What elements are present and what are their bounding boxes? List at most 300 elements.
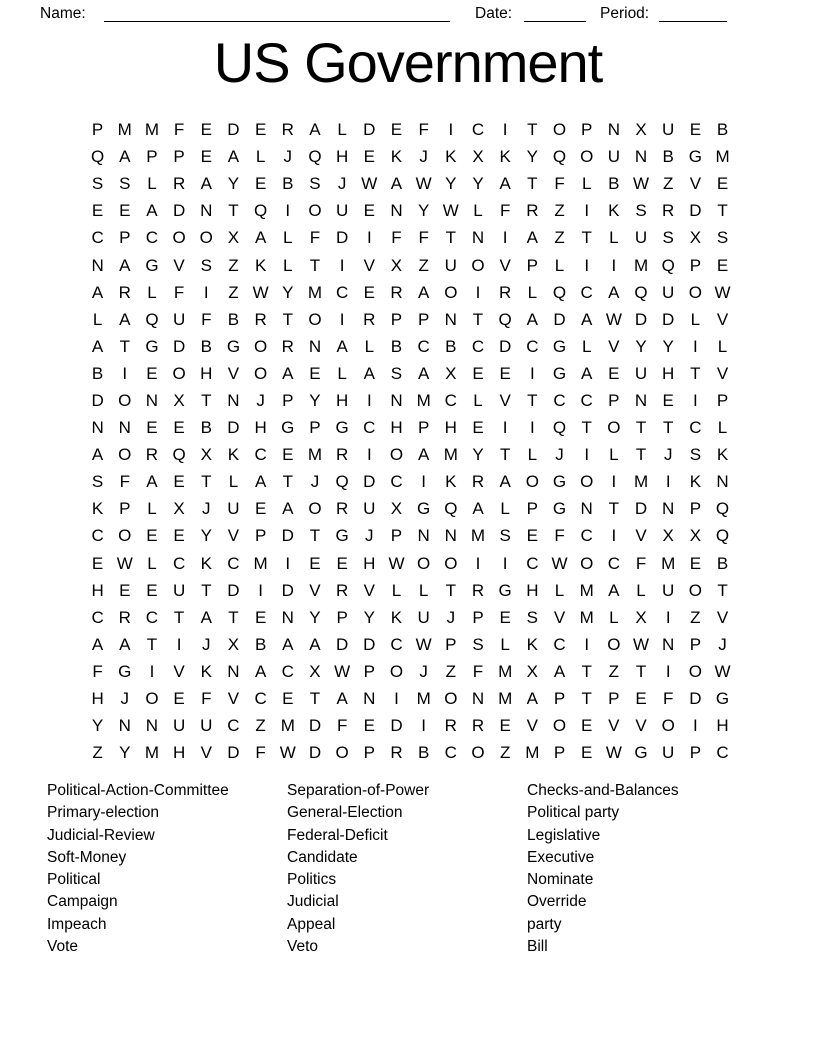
grid-cell: W	[361, 174, 378, 194]
grid-cell: C	[91, 228, 104, 248]
grid-cell: Y	[200, 526, 212, 546]
grid-cell: G	[118, 661, 132, 681]
grid-cell: W	[551, 553, 568, 573]
grid-cell: E	[173, 418, 185, 438]
grid-cell: Y	[227, 174, 240, 194]
grid-cell: R	[281, 120, 294, 140]
grid-cell: E	[309, 553, 321, 573]
grid-cell: P	[363, 661, 375, 681]
grid-cell: O	[118, 390, 132, 410]
grid-cell: L	[283, 255, 293, 275]
page-title: US Government	[213, 31, 603, 94]
grid-cell: S	[662, 228, 674, 248]
grid-cell: K	[200, 661, 212, 681]
word-list-item: Primary-election	[47, 804, 159, 822]
date-label: Date:	[475, 5, 513, 22]
grid-cell: T	[201, 580, 212, 600]
grid-cell: I	[584, 201, 590, 221]
grid-cell: K	[608, 201, 620, 221]
grid-cell: G	[552, 499, 567, 519]
grid-cell: T	[717, 201, 728, 221]
grid-cell: C	[553, 634, 566, 654]
grid-cell: A	[499, 174, 511, 194]
grid-cell: I	[258, 580, 263, 600]
grid-cell: C	[471, 336, 485, 356]
grid-cell: P	[173, 147, 185, 167]
grid-cell: R	[471, 580, 485, 600]
grid-cell: X	[635, 607, 647, 627]
grid-cell: J	[446, 607, 456, 627]
grid-cell: Z	[554, 228, 565, 248]
grid-cell: V	[499, 255, 511, 275]
grid-cell: I	[584, 255, 590, 275]
grid-cell: G	[715, 689, 730, 709]
grid-cell: K	[200, 553, 212, 573]
grid-cell: E	[173, 526, 185, 546]
grid-cell: R	[363, 309, 376, 329]
grid-cell: L	[147, 553, 157, 573]
grid-cell: L	[690, 309, 701, 329]
word-list-item: Federal-Deficit	[287, 826, 388, 844]
grid-cell: P	[689, 743, 702, 763]
grid-cell: K	[227, 445, 240, 465]
word-list-item: Vote	[47, 938, 79, 956]
grid-cell: P	[254, 526, 267, 546]
grid-cell: I	[611, 255, 617, 275]
grid-cell: Q	[145, 309, 159, 329]
grid-cell: P	[689, 634, 702, 654]
grid-cell: I	[502, 228, 508, 248]
grid-cell: D	[662, 309, 675, 329]
grid-cell: C	[390, 634, 403, 654]
grid-cell: A	[119, 255, 131, 275]
grid-cell: E	[254, 499, 267, 519]
grid-cell: N	[662, 499, 675, 519]
grid-cell: E	[173, 689, 185, 709]
grid-cell: I	[584, 634, 590, 654]
grid-cell: W	[442, 201, 459, 221]
grid-cell: F	[309, 228, 321, 248]
grid-cell: P	[472, 607, 484, 627]
grid-cell: T	[201, 390, 212, 410]
grid-cell: I	[665, 472, 671, 492]
grid-cell: O	[389, 445, 404, 465]
grid-cell: R	[118, 282, 131, 302]
grid-cell: V	[363, 580, 375, 600]
grid-cell: X	[173, 499, 185, 519]
grid-cell: M	[144, 743, 160, 763]
grid-cell: S	[635, 201, 647, 221]
grid-cell: T	[173, 607, 185, 627]
grid-cell: W	[633, 174, 650, 194]
grid-cell: E	[173, 472, 185, 492]
grid-cell: P	[581, 120, 593, 140]
grid-cell: Q	[715, 499, 730, 519]
grid-cell: A	[581, 363, 593, 383]
grid-cell: N	[91, 418, 104, 438]
grid-cell: X	[227, 634, 240, 654]
grid-cell: Y	[309, 607, 321, 627]
grid-cell: U	[607, 147, 620, 167]
grid-cell: Q	[90, 147, 105, 167]
grid-cell: C	[444, 743, 457, 763]
grid-cell: D	[308, 743, 322, 763]
grid-cell: E	[254, 607, 267, 627]
grid-cell: G	[417, 499, 431, 519]
grid-cell: V	[227, 689, 240, 709]
grid-cell: L	[636, 580, 646, 600]
grid-cell: P	[716, 390, 729, 410]
grid-cell: N	[444, 526, 457, 546]
grid-cell: T	[690, 363, 701, 383]
grid-cell: I	[611, 472, 617, 492]
grid-cell: F	[119, 472, 130, 492]
grid-cell: K	[689, 472, 702, 492]
grid-cell: W	[605, 743, 622, 763]
grid-cell: E	[363, 716, 375, 736]
grid-cell: F	[391, 228, 402, 248]
grid-cell: F	[173, 282, 185, 302]
grid-cell: T	[581, 689, 592, 709]
grid-cell: A	[254, 472, 267, 492]
grid-cell: M	[117, 120, 132, 140]
grid-cell: J	[202, 499, 211, 519]
name-blank-line	[104, 6, 450, 22]
word-list-item: Legislative	[527, 826, 601, 844]
grid-cell: E	[200, 120, 212, 140]
grid-cell: R	[145, 445, 159, 465]
grid-cell: A	[309, 634, 321, 654]
grid-cell: S	[472, 634, 484, 654]
grid-cell: A	[91, 282, 104, 302]
grid-cell: B	[282, 174, 294, 194]
grid-cell: K	[390, 147, 403, 167]
grid-cell: P	[119, 228, 131, 248]
word-list-item: Override	[527, 893, 587, 911]
grid-cell: S	[309, 174, 321, 194]
grid-cell: C	[580, 282, 593, 302]
grid-cell: L	[554, 255, 565, 275]
grid-cell: A	[336, 689, 348, 709]
grid-cell: H	[200, 363, 213, 383]
grid-cell: Q	[254, 201, 268, 221]
word-list-item: Impeach	[47, 915, 107, 933]
grid-cell: D	[499, 336, 512, 356]
grid-cell: U	[662, 580, 675, 600]
grid-cell: J	[337, 174, 347, 194]
word-list-item: Appeal	[287, 915, 336, 933]
grid-cell: F	[418, 120, 429, 140]
word-list-item: Political	[47, 871, 101, 889]
grid-cell: Y	[282, 282, 294, 302]
grid-cell: I	[529, 418, 535, 438]
grid-cell: C	[471, 120, 485, 140]
grid-cell: F	[554, 174, 565, 194]
grid-cell: Z	[499, 743, 511, 763]
word-list-item: Separation-of-Power	[287, 782, 430, 799]
word-list-item: Nominate	[527, 871, 594, 889]
grid-cell: H	[526, 580, 539, 600]
grid-cell: C	[281, 661, 294, 681]
grid-cell: Z	[418, 255, 429, 275]
grid-cell: A	[363, 363, 375, 383]
grid-cell: R	[526, 201, 539, 221]
grid-cell: A	[119, 147, 131, 167]
grid-cell: S	[499, 526, 511, 546]
grid-cell: R	[335, 580, 349, 600]
grid-cell: J	[365, 526, 374, 546]
word-list-item: Veto	[287, 938, 319, 956]
grid-cell: M	[307, 282, 323, 302]
grid-cell: N	[145, 390, 159, 410]
grid-cell: P	[390, 309, 403, 329]
grid-cell: R	[390, 282, 403, 302]
grid-cell: A	[417, 282, 430, 302]
grid-cell: P	[336, 607, 348, 627]
grid-cell: G	[688, 147, 702, 167]
grid-cell: L	[500, 634, 510, 654]
grid-cell: T	[663, 418, 674, 438]
grid-cell: L	[147, 282, 157, 302]
grid-cell: B	[390, 336, 403, 356]
grid-cell: V	[526, 716, 538, 736]
grid-cell: D	[227, 418, 240, 438]
grid-cell: B	[227, 309, 240, 329]
grid-cell: D	[634, 499, 648, 519]
name-label: Name:	[40, 5, 86, 22]
grid-cell: S	[716, 228, 729, 248]
grid-cell: M	[416, 390, 431, 410]
word-list-item: General-Election	[287, 804, 403, 822]
grid-cell: O	[552, 120, 567, 140]
grid-cell: Q	[661, 255, 675, 275]
grid-cell: C	[227, 553, 240, 573]
grid-cell: A	[91, 445, 104, 465]
grid-cell: M	[416, 689, 431, 709]
word-list-item: Checks-and-Balances	[527, 782, 679, 799]
grid-cell: R	[172, 174, 186, 194]
grid-cell: J	[120, 689, 129, 709]
grid-cell: O	[308, 499, 322, 519]
grid-cell: T	[527, 120, 538, 140]
grid-cell: E	[309, 363, 321, 383]
grid-cell: O	[389, 661, 404, 681]
word-list-item: Political-Action-Committee	[47, 782, 229, 799]
grid-cell: O	[471, 743, 485, 763]
grid-cell: P	[526, 499, 538, 519]
grid-cell: A	[390, 174, 403, 194]
grid-cell: E	[363, 282, 375, 302]
grid-cell: B	[662, 147, 674, 167]
word-list-item: Soft-Money	[47, 848, 127, 866]
grid-cell: U	[417, 607, 430, 627]
grid-cell: D	[227, 580, 240, 600]
grid-cell: I	[149, 661, 155, 681]
grid-cell: T	[309, 255, 321, 275]
word-list-item: Politics	[287, 871, 337, 889]
word-list-column	[527, 780, 679, 958]
grid-cell: X	[689, 228, 702, 248]
grid-cell: P	[526, 255, 538, 275]
grid-cell: A	[472, 499, 484, 519]
grid-cell: N	[281, 607, 294, 627]
grid-cell: O	[607, 418, 621, 438]
grid-cell: X	[662, 526, 674, 546]
grid-cell: H	[390, 418, 403, 438]
grid-cell: L	[717, 418, 728, 438]
grid-cell: R	[254, 309, 267, 329]
word-list-item: Judicial-Review	[47, 826, 155, 844]
grid-cell: W	[279, 743, 296, 763]
grid-cell: W	[334, 661, 351, 681]
grid-cell: H	[444, 418, 457, 438]
grid-cell: E	[581, 716, 593, 736]
grid-cell: D	[553, 309, 566, 329]
grid-cell: H	[91, 689, 104, 709]
grid-cell: Y	[309, 390, 321, 410]
grid-cell: R	[335, 445, 349, 465]
grid-cell: V	[499, 390, 511, 410]
grid-cell: U	[662, 743, 675, 763]
grid-cell: O	[308, 309, 322, 329]
grid-cell: L	[473, 201, 483, 221]
grid-cell: I	[285, 553, 291, 573]
grid-cell: A	[526, 689, 538, 709]
grid-cell: E	[608, 363, 620, 383]
grid-cell: C	[580, 526, 593, 546]
grid-cell: D	[335, 228, 349, 248]
grid-cell: U	[335, 201, 349, 221]
grid-cell: Q	[634, 282, 648, 302]
grid-cell: E	[689, 120, 702, 140]
grid-cell: F	[499, 201, 511, 221]
grid-cell: G	[498, 580, 512, 600]
grid-cell: W	[252, 282, 269, 302]
grid-cell: C	[145, 228, 159, 248]
grid-cell: P	[363, 743, 375, 763]
grid-cell: R	[499, 282, 512, 302]
grid-cell: R	[444, 716, 457, 736]
grid-cell: N	[444, 309, 457, 329]
grid-cell: W	[633, 634, 650, 654]
grid-cell: N	[227, 661, 240, 681]
grid-cell: J	[555, 445, 564, 465]
grid-cell: Q	[172, 445, 186, 465]
grid-cell: K	[526, 634, 538, 654]
grid-cell: L	[527, 282, 538, 302]
grid-cell: T	[635, 445, 647, 465]
grid-cell: C	[444, 390, 457, 410]
grid-cell: F	[92, 661, 103, 681]
grid-cell: C	[91, 607, 104, 627]
grid-cell: E	[254, 174, 267, 194]
grid-cell: E	[146, 580, 158, 600]
grid-cell: S	[200, 255, 212, 275]
grid-cell: N	[634, 390, 648, 410]
grid-cell: P	[91, 120, 104, 140]
grid-cell: K	[499, 147, 511, 167]
grid-cell: O	[661, 716, 675, 736]
grid-cell: M	[661, 553, 676, 573]
grid-cell: T	[635, 418, 647, 438]
grid-cell: C	[254, 445, 267, 465]
grid-cell: N	[145, 716, 159, 736]
grid-cell: E	[472, 363, 484, 383]
word-list-column	[47, 780, 229, 958]
grid-cell: S	[526, 607, 538, 627]
word-list-item: Political party	[527, 804, 620, 822]
word-list-item: Judicial	[287, 893, 339, 911]
grid-cell: M	[443, 445, 458, 465]
grid-cell: E	[336, 553, 348, 573]
grid-cell: G	[145, 255, 159, 275]
grid-cell: C	[417, 336, 430, 356]
grid-cell: O	[688, 661, 702, 681]
grid-cell: G	[226, 336, 241, 356]
grid-cell: T	[282, 472, 293, 492]
grid-cell: V	[716, 363, 729, 383]
grid-cell: A	[608, 282, 620, 302]
grid-cell: N	[417, 526, 430, 546]
grid-cell: M	[253, 553, 268, 573]
grid-cell: L	[147, 174, 157, 194]
grid-cell: Z	[228, 282, 239, 302]
grid-cell: M	[633, 255, 649, 275]
period-label: Period:	[600, 5, 650, 22]
grid-cell: B	[200, 336, 212, 356]
grid-cell: A	[146, 472, 158, 492]
grid-cell: A	[499, 472, 511, 492]
grid-cell: I	[339, 309, 345, 329]
grid-cell: P	[445, 634, 457, 654]
grid-cell: V	[608, 716, 620, 736]
grid-cell: B	[716, 553, 729, 573]
grid-cell: F	[201, 689, 212, 709]
grid-cell: E	[526, 526, 538, 546]
grid-cell: U	[634, 228, 648, 248]
grid-cell: I	[611, 526, 617, 546]
grid-cell: O	[145, 689, 159, 709]
grid-cell: M	[307, 445, 323, 465]
grid-cell: D	[172, 201, 186, 221]
grid-cell: T	[282, 309, 293, 329]
grid-cell: P	[608, 689, 620, 709]
grid-cell: L	[581, 174, 592, 194]
grid-cell: B	[417, 743, 430, 763]
grid-cell: G	[552, 336, 567, 356]
grid-cell: S	[91, 174, 104, 194]
grid-cell: C	[689, 418, 702, 438]
grid-cell: E	[635, 689, 647, 709]
grid-cell: N	[363, 689, 376, 709]
grid-cell: L	[337, 363, 347, 383]
grid-cell: A	[581, 309, 593, 329]
grid-cell: M	[579, 607, 594, 627]
grid-cell: C	[553, 390, 566, 410]
grid-cell: N	[662, 634, 675, 654]
grid-cell: N	[118, 418, 131, 438]
grid-cell: I	[475, 282, 481, 302]
grid-cell: V	[363, 255, 375, 275]
grid-cell: D	[689, 689, 702, 709]
grid-cell: I	[475, 553, 481, 573]
grid-cell: B	[200, 418, 212, 438]
grid-cell: T	[201, 472, 212, 492]
grid-cell: E	[146, 526, 158, 546]
grid-cell: Q	[335, 472, 349, 492]
grid-cell: L	[418, 580, 429, 600]
grid-cell: I	[693, 716, 698, 736]
